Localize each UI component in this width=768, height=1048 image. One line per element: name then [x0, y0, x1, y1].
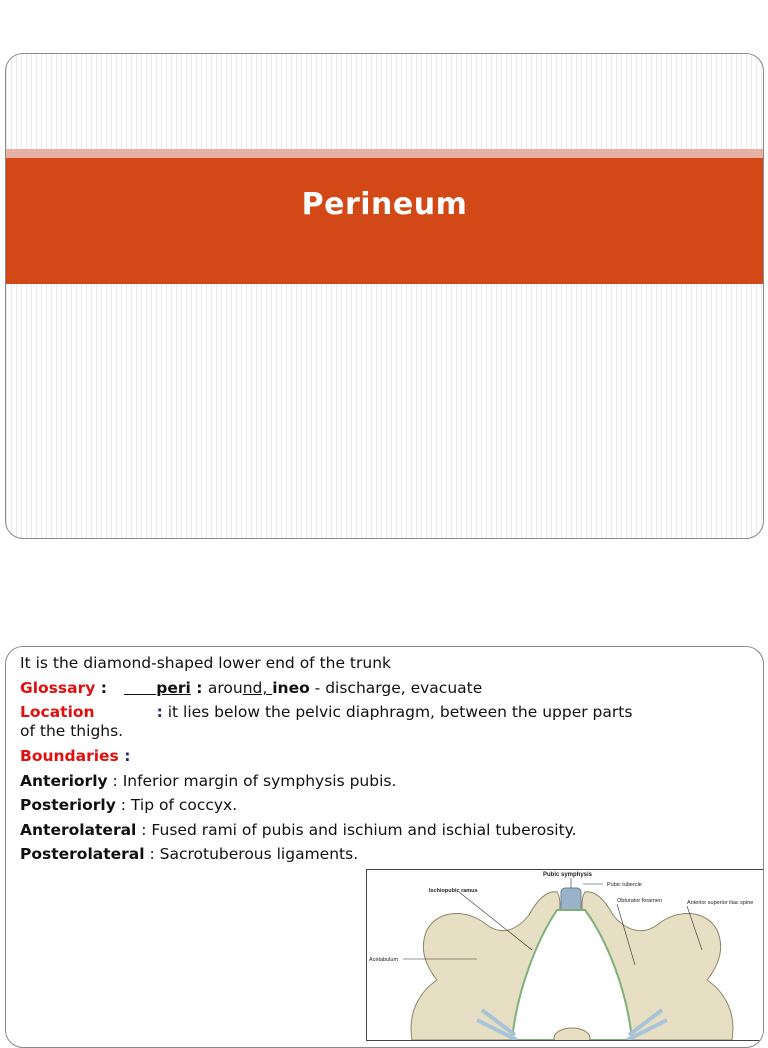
boundary-term: Anterolateral	[20, 821, 137, 839]
glossary-meaning-2: - discharge, evacuate	[309, 679, 483, 697]
slide-title: Perineum	[301, 187, 468, 222]
label-asis: Anterior superior iliac spine	[687, 900, 754, 906]
boundary-item	[20, 771, 396, 791]
glossary-blank	[124, 679, 156, 697]
glossary-line	[20, 678, 482, 698]
boundary-term: Posterolateral	[20, 845, 145, 863]
boundary-item	[20, 844, 358, 864]
accent-stripe	[6, 149, 763, 158]
location-line	[20, 702, 632, 722]
location-colon: :	[156, 703, 163, 721]
glossary-term-peri: peri	[156, 679, 191, 697]
boundary-term: Anteriorly	[20, 772, 108, 790]
boundaries-colon: :	[118, 747, 131, 765]
label-ischiopubic-ramus: Ischiopubic ramus	[429, 888, 478, 894]
label-acetabulum: Acetabulum	[369, 957, 399, 963]
perineum-figure	[366, 869, 764, 1041]
boundaries-line	[20, 746, 130, 766]
label-pubic-tubercle: Pubic tubercle	[607, 882, 642, 888]
title-slide	[5, 53, 764, 539]
label-obturator-foramen: Obturator foramen	[617, 898, 662, 904]
glossary-meaning-b: nd,	[242, 679, 273, 697]
pelvis-illustration	[367, 870, 764, 1040]
glossary-meaning-a: arou	[207, 679, 243, 697]
label-pubic-symphysis: Pubic symphysis	[543, 872, 593, 878]
glossary-sep: :	[190, 679, 208, 697]
glossary-term-ineo: ineo	[272, 679, 310, 697]
glossary-colon: :	[95, 679, 107, 697]
boundary-text: : Tip of coccyx.	[115, 796, 238, 814]
boundary-item	[20, 795, 237, 815]
content-slide	[5, 646, 764, 1048]
boundaries-label: Boundaries	[20, 747, 119, 765]
location-text-1: it lies below the pelvic diaphragm, between the upper parts	[162, 703, 633, 721]
boundary-item	[20, 820, 577, 840]
location-label: Location	[20, 703, 95, 721]
boundary-text: : Fused rami of pubis and ischium and ischial tuberosity.	[136, 821, 577, 839]
boundary-text: : Inferior margin of symphysis pubis.	[107, 772, 397, 790]
boundary-term: Posteriorly	[20, 796, 116, 814]
boundary-text: : Sacrotuberous ligaments.	[144, 845, 359, 863]
location-text-2: of the thighs.	[20, 722, 124, 740]
glossary-label: Glossary	[20, 679, 96, 697]
intro-text: It is the diamond-shaped lower end of the trunk	[20, 654, 392, 672]
